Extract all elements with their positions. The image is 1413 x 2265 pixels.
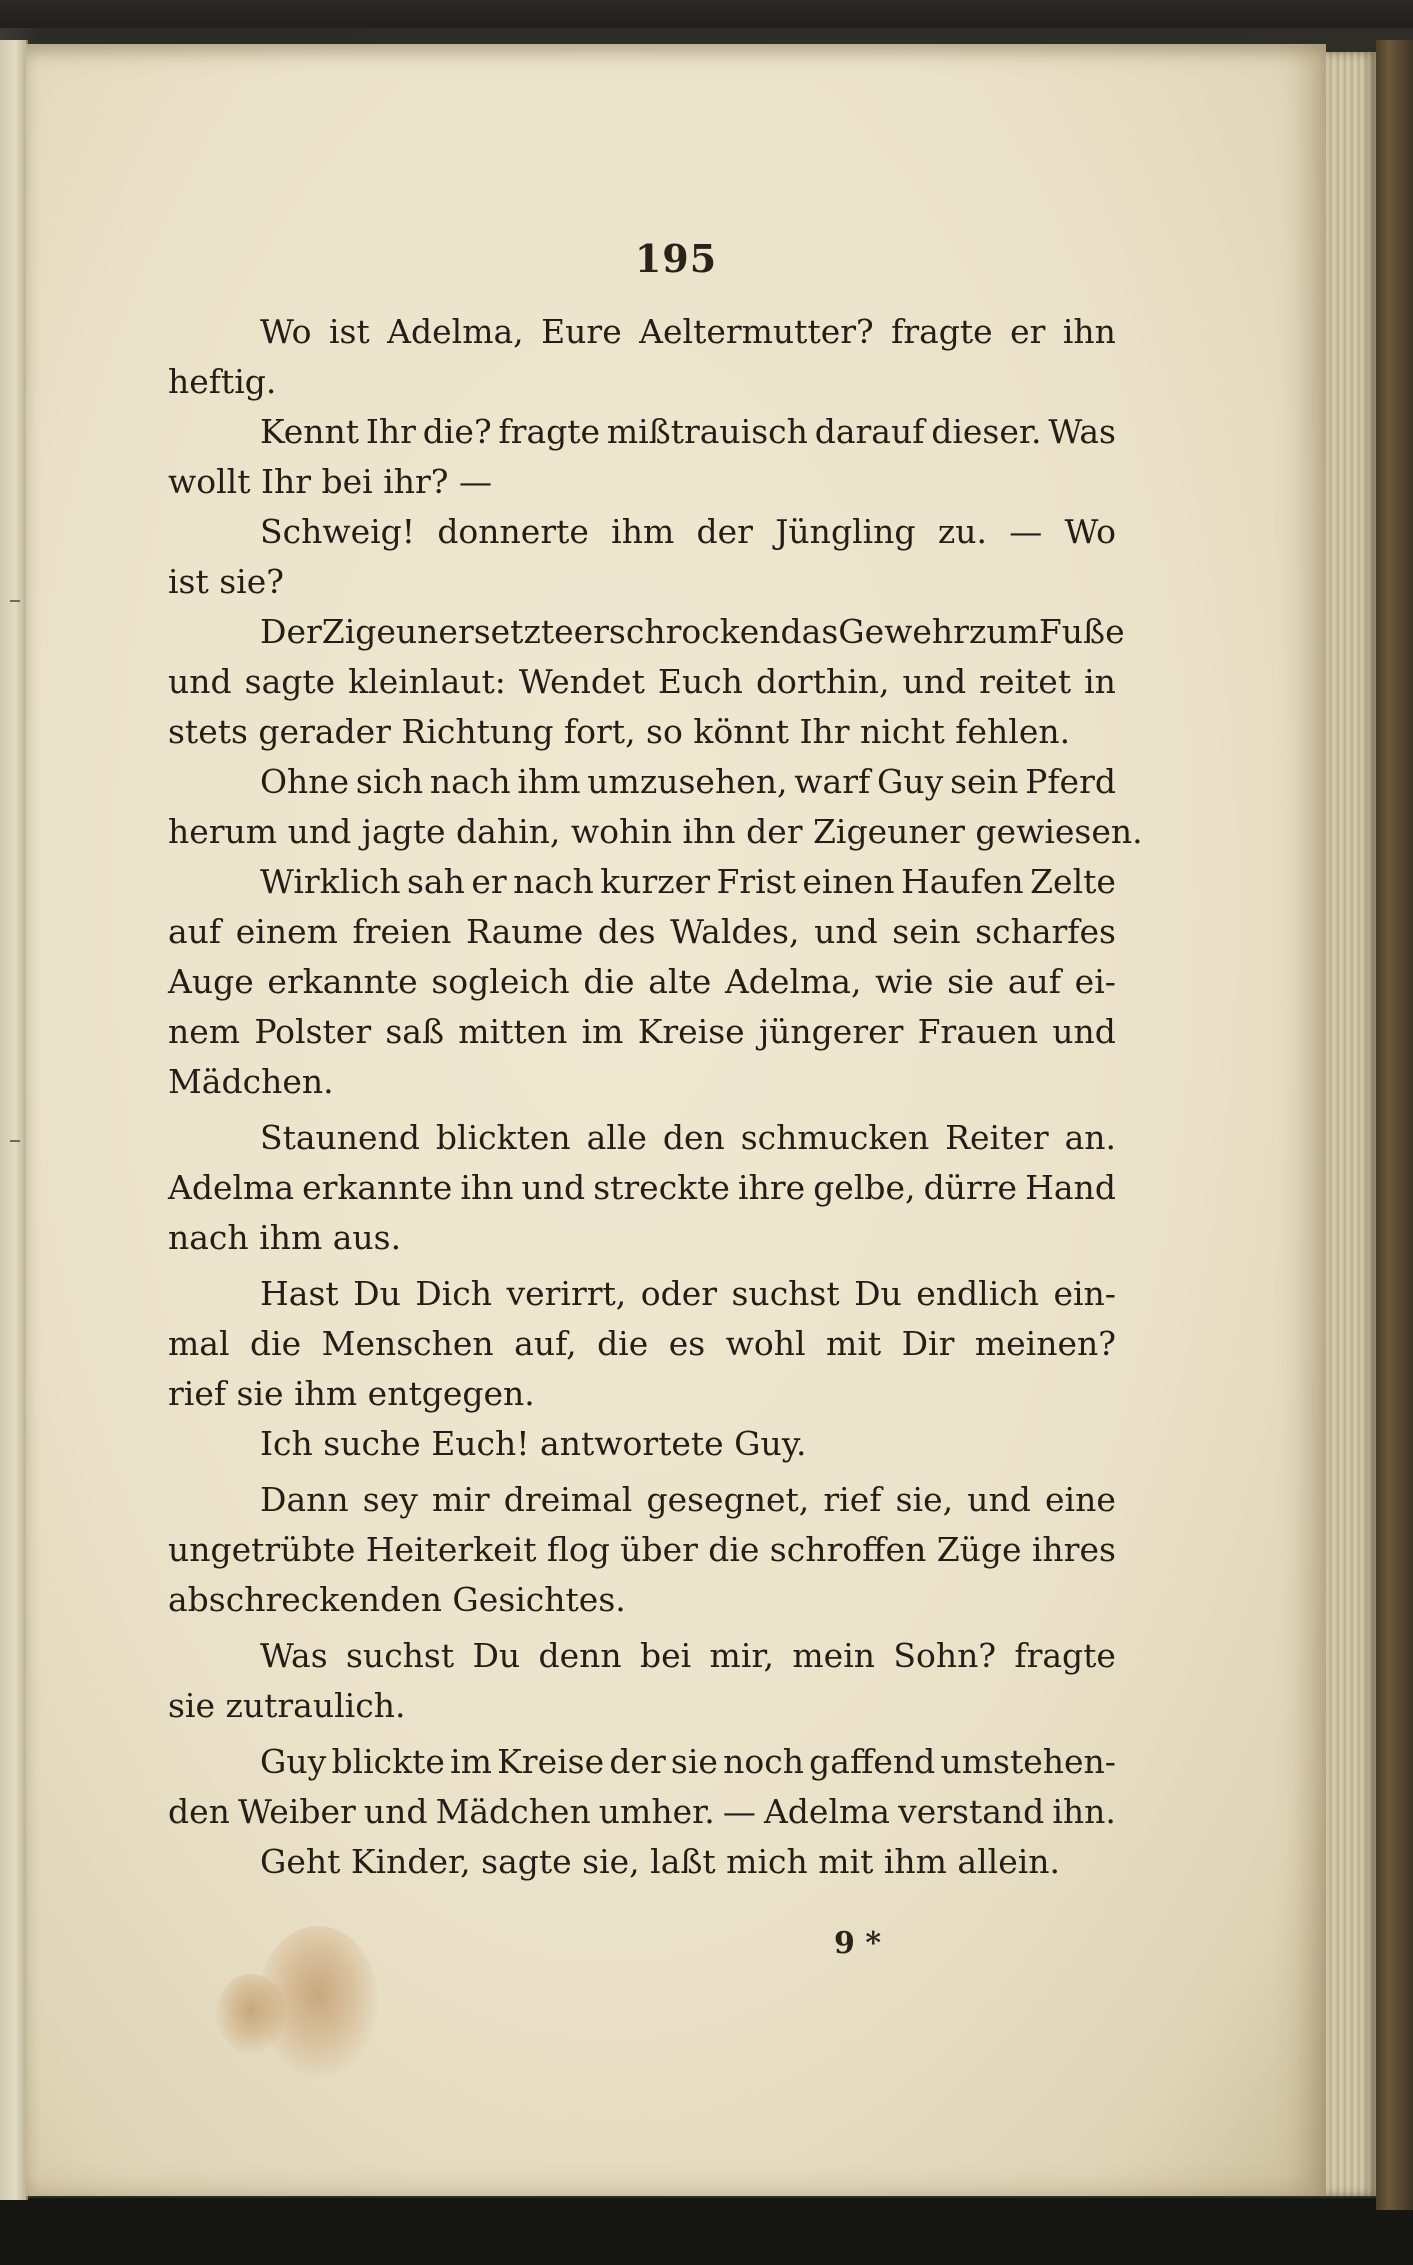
text-line [168,557,1116,607]
word: schmucken [740,1118,930,1157]
text-line-content: Ich suche Euch! antwortete Guy. [260,1424,807,1463]
word: Du [472,1636,521,1675]
word: im [450,1742,492,1781]
book-spine [1376,40,1413,2210]
word: eine [1045,1480,1116,1519]
word: Sohn? [893,1636,997,1675]
word: in [1084,662,1116,701]
word: Auge [168,962,254,1001]
word: Kreise [637,1012,745,1051]
word: sey [362,1480,418,1519]
text-line-content: heftig. [168,362,277,401]
word: und [967,1480,1031,1519]
text-line [168,407,1116,457]
word: ihres [1031,1530,1116,1569]
signature-mark: 9 * [834,1926,882,1961]
text-line-content: abschreckenden Gesichtes. [168,1580,626,1619]
text-line-content: ist sie? [168,562,284,601]
word: gaffend [809,1742,936,1781]
word: oder [640,1274,718,1313]
word: ist [328,312,370,351]
word: Aeltermutter? [639,312,874,351]
word: blickten [435,1118,571,1157]
word: nem [168,1012,241,1051]
word: einem [235,912,338,951]
word: erschrocken [573,612,781,651]
word: Kreise [497,1742,605,1781]
text-line [168,1787,1116,1837]
word: mein [792,1636,876,1675]
facing-page-edge [0,40,28,2200]
word: sie [947,962,995,1001]
text-line-content: Mädchen. [168,1062,334,1101]
text-line [168,1007,1116,1057]
word: an. [1064,1118,1116,1157]
word: Schweig! [260,512,416,551]
text-line [168,1163,1116,1213]
word: Adelma [168,1168,295,1207]
word: Du [854,1274,902,1313]
word: zu. [937,512,987,551]
text-line [168,507,1116,557]
word: Menschen [321,1324,494,1363]
word: saß [385,1012,444,1051]
margin-tick [10,1140,20,1142]
text-line [168,607,1125,657]
text-line [168,307,1116,357]
word: dorthin, [755,662,890,701]
text-line [168,1525,1116,1575]
word: mißtrauisch [606,412,808,451]
word: kleinlaut: [348,662,506,701]
word: endlich [916,1274,1040,1313]
word: Euch [657,662,743,701]
word: donnerte [437,512,589,551]
word: auf [1007,962,1061,1001]
word: er [471,862,507,901]
text-line [168,807,1143,857]
word: meinen? [974,1324,1116,1363]
word: den [168,1792,230,1831]
word: ihre [738,1168,806,1207]
text-line [168,1419,1116,1469]
text-line [168,357,1116,407]
text-line-content: Geht Kinder, sagte sie, laßt mich mit ihm allein. [260,1842,1061,1881]
word: sah [406,862,465,901]
text-line [168,1575,1116,1625]
word: nach [513,862,594,901]
word: Zigeuner [321,612,474,651]
word: verstand [898,1792,1045,1831]
text-line-content: sie zutraulich. [168,1686,406,1725]
word: Raume [465,912,584,951]
word: Guy [877,762,944,801]
word: erkannte [267,962,418,1001]
text-line [168,907,1116,957]
word: suchst [731,1274,840,1313]
text-line [168,1213,1116,1263]
word: ihm [517,762,581,801]
word: Frist [716,862,796,901]
word: die [708,1530,760,1569]
word: ihn [1062,312,1116,351]
word: ihm [611,512,675,551]
word: dürre [923,1168,1018,1207]
text-line [168,1369,1116,1419]
body-text [168,307,1143,1887]
word: die [597,1324,649,1363]
word: Hast [260,1274,339,1313]
text-line-content: nach ihm aus. [168,1218,402,1257]
word: Frauen [917,1012,1039,1051]
word: sie [670,1742,718,1781]
word: ei- [1074,962,1116,1001]
word: freien [352,912,452,951]
word: Waldes, [670,912,800,951]
word: Heiterkeit [365,1530,537,1569]
word: mitten [458,1012,568,1051]
text-line-content: stets gerader Richtung fort, so könnt Ihr nicht fehlen. [168,712,1071,751]
word: der [696,512,753,551]
word: Was [260,1636,328,1675]
word: er [1010,312,1046,351]
text-line [168,1269,1116,1319]
text-line [168,857,1116,907]
word: Staunend [260,1118,420,1157]
text-line [168,957,1116,1007]
word: bei [640,1636,692,1675]
text-line-content: herum und jagte dahin, wohin ihn der Zigeuner gewiesen. [168,812,1143,851]
word: alte [648,962,712,1001]
word: nach [429,762,511,801]
word: Adelma, [387,312,524,351]
word: umstehen- [940,1742,1116,1781]
page-stack-edge [1326,52,1376,2196]
word: schroffen [769,1530,927,1569]
word: auf [168,912,222,951]
word: Wo [1064,512,1116,551]
word: sie, [895,1480,954,1519]
word: — [1009,512,1043,551]
word: reitet [979,662,1072,701]
word: Pferd [1025,762,1116,801]
word: umher. [598,1792,715,1831]
text-line [168,1631,1116,1681]
word: Reiter [945,1118,1049,1157]
text-line-content: wollt Ihr bei ihr? — [168,462,492,501]
word: und [168,662,232,701]
word: alle [586,1118,647,1157]
word: auf, [514,1324,577,1363]
word: zum [968,612,1039,651]
word: die [249,1324,302,1363]
word: scharfes [975,912,1116,951]
word: Haufen [900,862,1024,901]
word: Du [353,1274,401,1313]
word: mir [432,1480,490,1519]
text-line [168,707,1116,757]
word: über [620,1530,698,1569]
text-line [168,757,1116,807]
word: blickte [331,1742,445,1781]
word: sich [355,762,424,801]
word: setzte [473,612,574,651]
word: Fuße [1038,612,1125,651]
text-line [168,657,1116,707]
word: umzusehen, [587,762,788,801]
text-line [168,1057,1116,1107]
text-line [168,1837,1116,1887]
word: Polster [254,1012,372,1051]
word: Wendet [518,662,645,701]
page-number: 195 [634,236,718,281]
word: Dann [260,1480,349,1519]
word: streckte [593,1168,730,1207]
text-line [168,1475,1116,1525]
text-line [168,1737,1116,1787]
word: verirrt, [506,1274,627,1313]
word: kurzer [600,862,710,901]
word: mit [826,1324,882,1363]
text-line [168,457,1116,507]
word: noch [723,1742,804,1781]
word: der [609,1742,666,1781]
word: Zelte [1030,862,1116,901]
word: erkannte [302,1168,453,1207]
word: Ohne [260,762,350,801]
word: fragte [498,412,601,451]
word: sein [892,912,961,951]
word: sagte [244,662,336,701]
word: Adelma [763,1792,890,1831]
word: Wirklich [260,862,401,901]
word: warf [794,762,871,801]
word: suchst [346,1636,455,1675]
word: Dir [901,1324,955,1363]
word: Ihr [365,412,416,451]
word: sogleich [431,962,570,1001]
word: und [1052,1012,1116,1051]
word: Züge [936,1530,1022,1569]
word: des [597,912,656,951]
word: im [581,1012,624,1051]
text-line [168,1113,1116,1163]
word: Guy [260,1742,327,1781]
word: ihn. [1052,1792,1116,1831]
word: Jüngling [775,512,916,551]
word: wohl [725,1324,806,1363]
word: denn [538,1636,622,1675]
word: Gewehr [838,612,969,651]
word: ein- [1053,1274,1116,1313]
word: ihn [460,1168,514,1207]
word: Eure [541,312,622,351]
word: Kennt [260,412,360,451]
word: darauf [814,412,925,451]
word: das [780,612,839,651]
word: fragte [891,312,993,351]
foxing-stain [216,1974,286,2054]
word: rief [823,1480,882,1519]
text-line [168,1319,1116,1369]
word: sein [950,762,1019,801]
word: die? [422,412,492,451]
book-page [26,44,1326,2196]
word: flog [546,1530,610,1569]
word: und [814,912,878,951]
word: und [363,1792,428,1831]
word: Was [1048,412,1116,451]
text-line [168,1681,1116,1731]
word: mal [168,1324,230,1363]
word: Hand [1025,1168,1116,1207]
word: dieser. [931,412,1042,451]
word: dreimal [503,1480,633,1519]
word: einen [802,862,895,901]
word: Mädchen [435,1792,591,1831]
word: gelbe, [813,1168,916,1207]
word: Dich [415,1274,493,1313]
word: Weiber [238,1792,356,1831]
word: jüngerer [758,1012,904,1051]
word: mir, [709,1636,775,1675]
word: Wo [260,312,312,351]
word: gesegnet, [646,1480,810,1519]
word: ungetrübte [168,1530,356,1569]
word: und [902,662,967,701]
text-line-content: rief sie ihm entgegen. [168,1374,535,1413]
word: es [668,1324,706,1363]
word: Adelma, [724,962,862,1001]
word: und [521,1168,586,1207]
word: die [583,962,635,1001]
margin-tick [10,600,20,602]
word: den [662,1118,725,1157]
word: Der [260,612,322,651]
word: wie [875,962,934,1001]
word: — [722,1792,756,1831]
word: fragte [1014,1636,1116,1675]
